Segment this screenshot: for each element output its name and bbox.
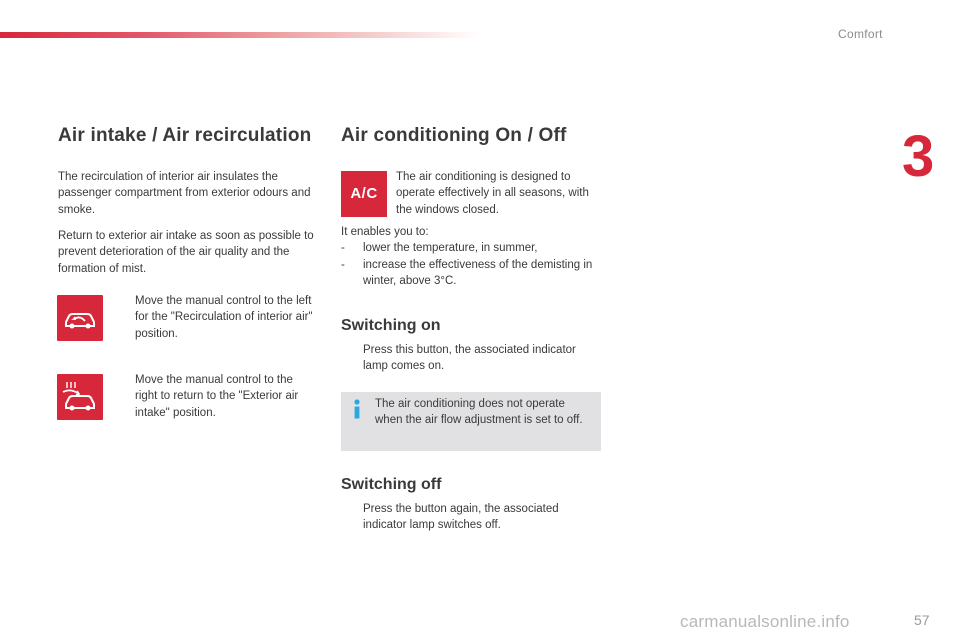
- watermark: carmanualsonline.info: [680, 612, 850, 631]
- right-section-title: Air conditioning On / Off: [341, 125, 567, 146]
- chapter-number: 3: [902, 124, 935, 189]
- instruction-text: Press this button, the associated indicator lamp comes on.: [363, 344, 576, 373]
- section-label: Comfort: [838, 27, 883, 41]
- list-item: [341, 240, 611, 256]
- info-icon: [349, 398, 365, 420]
- instruction-text: Move the manual control to the right to return to the "Exterior air intake" position.: [135, 374, 299, 419]
- list-item: [341, 257, 611, 290]
- instruction-exterior-air: [113, 372, 313, 421]
- enables-heading: It enables you to:: [341, 226, 429, 238]
- list-item-text: lower the temperature, in summer,: [363, 242, 538, 255]
- ac-intro-paragraph: The air conditioning is designed to operate effectively in all seasons, with the windows closed.: [396, 171, 589, 216]
- switching-on-title: Switching on: [341, 317, 441, 334]
- info-note: [341, 392, 601, 451]
- exterior-air-icon: [57, 374, 103, 420]
- instruction-recirculation: [113, 293, 313, 342]
- header-accent-bar: [0, 32, 480, 38]
- ac-button-icon: [341, 171, 387, 217]
- instruction-switching-on: [341, 342, 603, 375]
- left-section-title: Air intake / Air recirculation: [58, 125, 312, 146]
- info-note-text: The air conditioning does not operate when the air flow adjustment is set to off.: [375, 398, 583, 427]
- instruction-text: Press the button again, the associated indicator lamp switches off.: [363, 503, 559, 532]
- instruction-text: Move the manual control to the left for the "Recirculation of interior air" position.: [135, 295, 313, 340]
- dash-marker: -: [341, 242, 345, 255]
- dash-marker: -: [341, 258, 345, 271]
- switching-off-title: Switching off: [341, 476, 442, 493]
- recirculation-icon: [57, 295, 103, 341]
- page-number: 57: [914, 612, 930, 628]
- exterior-air-paragraph: Return to exterior air intake as soon as possible to prevent deterioration of the air quality and the formation of mist.: [58, 230, 314, 275]
- list-item-text: increase the effectiveness of the demisting in winter, above 3°C.: [363, 258, 593, 287]
- ac-label: A/C: [350, 185, 378, 202]
- instruction-switching-off: [341, 501, 603, 534]
- recirculation-paragraph: The recirculation of interior air insulates the passenger compartment from exterior odours and smoke.: [58, 171, 311, 216]
- enables-list: [341, 224, 611, 289]
